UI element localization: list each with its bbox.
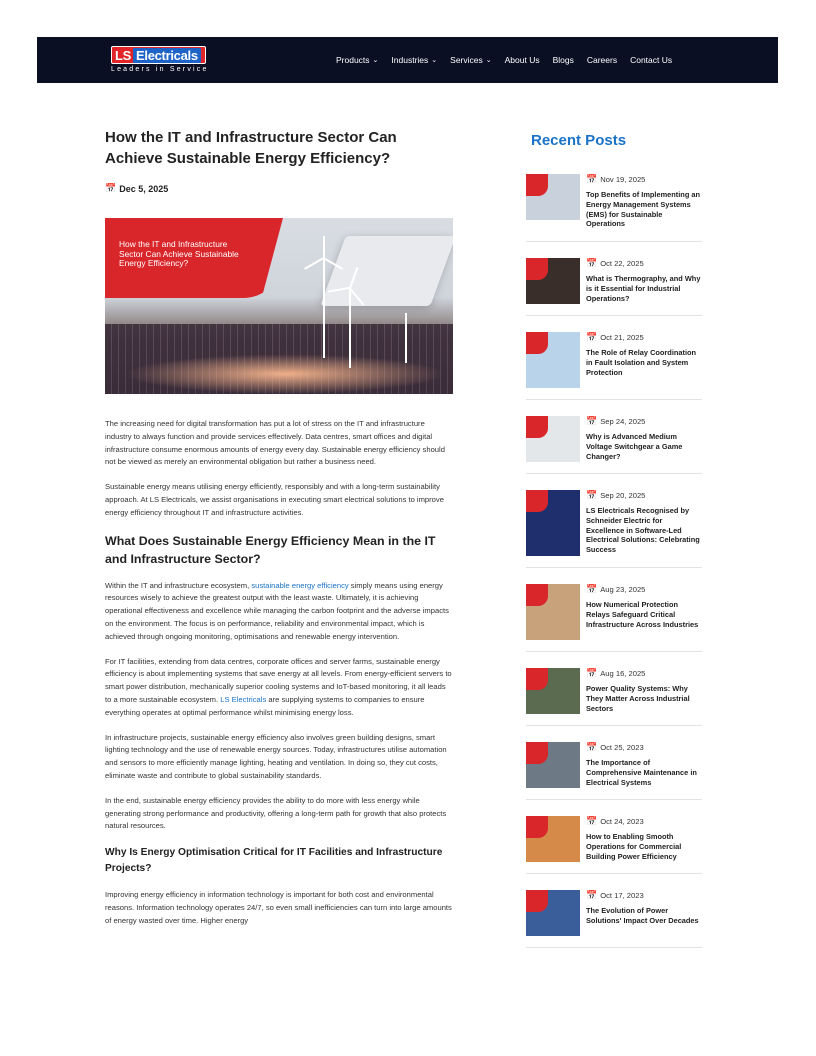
recent-post[interactable]: 📅 Aug 23, 2025 How Numerical Protection Relays Safeguard Critical Infrastructure Across Industries (526, 584, 702, 640)
chevron-down-icon: ⌄ (431, 56, 438, 64)
paragraph: The increasing need for digital transformation has put a lot of stress on the IT and infrastructure industry to always function and provide services effectively. Data centres, smart offices and digital infrastructure consume enormous amounts of energy every day. Sustainable energy efficiency should not be viewed as merely an environmental obligation but rather a business need. (105, 419, 445, 467)
article-date: 📅 Dec 5, 2025 (105, 183, 169, 194)
paragraph: Within the IT and infrastructure ecosystem, sustainable energy efficiency simply means using energy resources wisely to achieve the greatest output with the least waste. Ultimately, it is achieving operational effectiveness and excellence while managing the carbon footprint and the adverse impacts on the environment. The focus is on performance, reliability and environmental impact, which is achieved through ongoing monitoring, optimisations and renewable energy intervention. (105, 580, 449, 641)
chevron-down-icon: ⌄ (485, 56, 492, 64)
article (105, 127, 453, 935)
post-thumbnail[interactable] (526, 174, 580, 220)
hero-caption: How the IT and Infrastructure Sector Can Achieve Sustainable Energy Efficiency? (119, 239, 239, 269)
wind-turbine-graphic (349, 288, 351, 368)
paragraph: In infrastructure projects, sustainable energy efficiency also involves green building designs, smart lighting technology and the use of renewable energy sources. Today, infrastructures utilise automation and sensors to more efficiently manage lighting, heating and ventilation. In doing so, they cut costs, eliminate waste and contribute to global sustainability standards. (105, 732, 447, 780)
post-thumbnail[interactable] (526, 416, 580, 462)
post-title[interactable]: Top Benefits of Implementing an Energy Management Systems (EMS) for Sustainable Operations (586, 190, 701, 229)
divider (526, 241, 702, 242)
calendar-icon: 📅 (586, 890, 598, 900)
paragraph: Sustainable energy means utilising energy efficiently, responsibly and with a long-term sustainability approach. At LS Electricals, we assist organisations in executing smart electrical solutions to improve energy efficiency throughout IT and infrastructure activities. (105, 482, 444, 517)
calendar-icon: 📅 (586, 258, 598, 268)
nav-careers[interactable]: Careers (586, 55, 618, 65)
paragraph: For IT facilities, extending from data centres, corporate offices and server farms, sustainable energy efficiency is about implementing systems that save energy at all levels. From energy-efficient servers to smart power distribution, mechanically superior cooling systems and IoT-based monitoring, it all leads to a more sustainable ecosystem. LS Electricals are supplying systems to companies to ensure everything operates at optimal performance whilst minimising energy loss. (105, 656, 452, 717)
recent-post[interactable]: 📅 Oct 25, 2023 The Importance of Comprehensive Maintenance in Electrical Systems (526, 742, 702, 788)
chevron-down-icon: ⌄ (372, 56, 379, 64)
wind-turbine-graphic (323, 258, 325, 358)
nav-blogs[interactable]: Blogs (552, 55, 574, 65)
laptop-graphic (320, 236, 453, 306)
recent-post[interactable]: 📅 Oct 21, 2025 The Role of Relay Coordination in Fault Isolation and System Protection (526, 332, 702, 388)
calendar-icon: 📅 (586, 742, 598, 752)
site-logo[interactable] (111, 46, 223, 74)
logo-electricals: Electricals (133, 48, 201, 63)
sustainable-energy-link[interactable]: sustainable energy efficiency (251, 580, 349, 590)
post-thumbnail[interactable] (526, 258, 580, 304)
nav-products[interactable]: Products ⌄ (336, 55, 379, 65)
divider (526, 799, 702, 800)
post-thumbnail[interactable] (526, 890, 580, 936)
calendar-icon: 📅 (586, 668, 598, 678)
calendar-icon: 📅 (586, 174, 598, 184)
article-title: How the IT and Infrastructure Sector Can Achieve Sustainable Energy Efficiency? (105, 129, 397, 167)
site-header (37, 37, 778, 83)
recent-post[interactable]: 📅 Oct 24, 2023 How to Enabling Smooth Operations for Commercial Building Power Efficiency (526, 816, 702, 862)
logo-mark (111, 46, 206, 64)
calendar-icon: 📅 (586, 584, 598, 594)
post-title[interactable]: Power Quality Systems: Why They Matter Across Industrial Sectors (586, 684, 690, 713)
post-title[interactable]: What is Thermography, and Why is it Essential for Industrial Operations? (586, 274, 701, 303)
logo-tagline: Leaders in Service (111, 65, 209, 73)
subsection-heading: Why Is Energy Optimisation Critical for IT Facilities and Infrastructure Projects? (105, 847, 443, 875)
sidebar-heading: Recent Posts (531, 132, 627, 149)
post-title[interactable]: The Importance of Comprehensive Maintenance in Electrical Systems (586, 758, 697, 787)
hero-image (105, 218, 453, 394)
divider (526, 473, 702, 474)
recent-posts-sidebar (526, 131, 702, 925)
post-thumbnail[interactable] (526, 816, 580, 862)
ls-electricals-link[interactable]: LS Electricals (220, 694, 267, 704)
divider (526, 399, 702, 400)
paragraph: In the end, sustainable energy efficiency provides the ability to do more with less energy while generating strong performance and productivity, offering a long-term path for growth that also protects natural resources. (105, 795, 447, 831)
paragraph: Improving energy efficiency in information technology is important for both cost and environmental reasons. Information technology operates 24/7, so even small inefficiencies can turn into large amounts of energy wasted over time. Higher energy (105, 890, 452, 925)
post-thumbnail[interactable] (526, 584, 580, 640)
logo-ls: LS (115, 47, 132, 63)
recent-post[interactable]: 📅 Nov 19, 2025 Top Benefits of Implementing an Energy Management Systems (EMS) for Sustainable Operations (526, 174, 702, 229)
calendar-icon: 📅 (586, 816, 598, 826)
divider (526, 315, 702, 316)
divider (526, 873, 702, 874)
calendar-icon: 📅 (586, 332, 598, 342)
nav-about-us[interactable]: About Us (504, 55, 540, 65)
wind-turbine-graphic (405, 313, 407, 363)
recent-post[interactable]: 📅 Oct 22, 2025 What is Thermography, and Why is it Essential for Industrial Operations? (526, 258, 702, 304)
nav-industries[interactable]: Industries ⌄ (391, 55, 438, 65)
post-thumbnail[interactable] (526, 332, 580, 388)
main-nav (336, 37, 672, 83)
nav-services[interactable]: Services ⌄ (450, 55, 492, 65)
divider (526, 567, 702, 568)
divider (526, 947, 702, 948)
divider (526, 725, 702, 726)
sunset-glow (125, 354, 445, 394)
post-thumbnail[interactable] (526, 742, 580, 788)
recent-post[interactable]: 📅 Sep 20, 2025 LS Electricals Recognised by Schneider Electric for Excellence in Software-Led Electrical Solutions: Celebrating Success (526, 490, 702, 556)
recent-post[interactable]: 📅 Aug 16, 2025 Power Quality Systems: Why They Matter Across Industrial Sectors (526, 668, 702, 714)
post-title[interactable]: Why is Advanced Medium Voltage Switchgear a Game Changer? (586, 432, 683, 461)
recent-post[interactable]: 📅 Sep 24, 2025 Why is Advanced Medium Voltage Switchgear a Game Changer? (526, 416, 702, 462)
recent-post[interactable]: 📅 Oct 17, 2023 The Evolution of Power Solutions' Impact Over Decades (526, 890, 702, 936)
post-title[interactable]: LS Electricals Recognised by Schneider Electric for Excellence in Software-Led Electrical Solutions: Celebrating Success (586, 506, 700, 555)
post-title[interactable]: The Role of Relay Coordination in Fault Isolation and System Protection (586, 348, 697, 377)
post-title[interactable]: How to Enabling Smooth Operations for Commercial Building Power Efficiency (586, 832, 682, 861)
calendar-icon: 📅 (586, 490, 598, 500)
post-title[interactable]: The Evolution of Power Solutions' Impact Over Decades (586, 906, 699, 925)
section-heading: What Does Sustainable Energy Efficiency Mean in the IT and Infrastructure Sector? (105, 533, 436, 566)
nav-contact-us[interactable]: Contact Us (630, 55, 673, 65)
turbine-blade (304, 257, 324, 269)
post-thumbnail[interactable] (526, 668, 580, 714)
post-thumbnail[interactable] (526, 490, 580, 556)
divider (526, 651, 702, 652)
calendar-icon: 📅 (105, 183, 117, 193)
calendar-icon: 📅 (586, 416, 598, 426)
turbine-blade (323, 236, 325, 258)
post-title[interactable]: How Numerical Protection Relays Safeguard Critical Infrastructure Across Industries (586, 600, 699, 629)
